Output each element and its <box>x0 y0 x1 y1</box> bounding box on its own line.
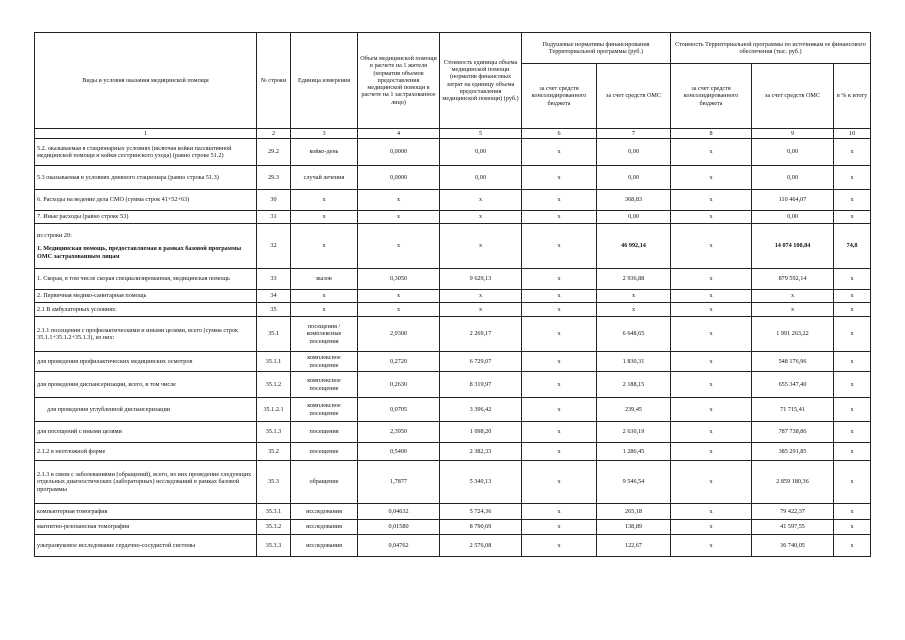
total-oms-cell: х <box>752 290 834 303</box>
table-row <box>35 372 871 398</box>
volume-cell: 0,3050 <box>358 269 440 290</box>
table-row <box>35 422 871 443</box>
row-description-text: 6. Расходы на ведение дела СМО (сумма строк 41+52+63) <box>37 196 190 204</box>
total-oms-cell: 1 991 263,22 <box>752 317 834 352</box>
unit-cost-cell: 2 576,08 <box>440 535 522 557</box>
percent-cell: х <box>834 139 871 166</box>
table-row <box>35 211 871 224</box>
unit-cell: вызов <box>291 269 358 290</box>
per-capita-budget-cell: х <box>522 139 597 166</box>
total-oms-cell: 79 422,37 <box>752 504 834 520</box>
col-number: 6 <box>522 129 597 139</box>
percent-cell: х <box>834 166 871 190</box>
total-budget-cell: х <box>671 422 752 443</box>
total-budget-cell: х <box>671 190 752 211</box>
volume-cell: 0,0000 <box>358 166 440 190</box>
header-row-no: № строки <box>257 33 291 129</box>
percent-cell: х <box>834 290 871 303</box>
total-oms-cell: 110 464,07 <box>752 190 834 211</box>
unit-cell: койко-день <box>291 139 358 166</box>
per-capita-oms-cell: 368,83 <box>597 190 671 211</box>
unit-cost-cell: 0,00 <box>440 166 522 190</box>
row-description-text: для посещений с иными целями <box>37 428 122 436</box>
row-description-text: компьютерная томография <box>37 507 108 515</box>
volume-cell: 2,3950 <box>358 422 440 443</box>
row-description <box>35 535 257 557</box>
unit-cell: исследования <box>291 535 358 557</box>
total-budget-cell: х <box>671 224 752 269</box>
total-budget-cell: х <box>671 461 752 504</box>
volume-cell: х <box>358 211 440 224</box>
col-number: 7 <box>597 129 671 139</box>
unit-cost-cell: 8 319,97 <box>440 372 522 398</box>
header-total-budget: за счет средств консолидированного бюджета <box>671 64 752 129</box>
row-number: 35 <box>257 303 291 317</box>
unit-cost-cell: 0,00 <box>440 139 522 166</box>
row-description-text: 2. Первичная медико-санитарная помощь <box>37 292 147 300</box>
volume-cell: 0,04762 <box>358 535 440 557</box>
volume-cell: 0,0705 <box>358 398 440 422</box>
table-row <box>35 290 871 303</box>
unit-cost-cell: х <box>440 290 522 303</box>
total-oms-cell: 0,00 <box>752 166 834 190</box>
total-budget-cell: х <box>671 211 752 224</box>
table-row <box>35 269 871 290</box>
per-capita-oms-cell: 2 936,88 <box>597 269 671 290</box>
per-capita-oms-cell: 2 188,15 <box>597 372 671 398</box>
table-row <box>35 535 871 557</box>
row-description <box>35 317 257 352</box>
percent-cell: х <box>834 443 871 461</box>
col-number: 3 <box>291 129 358 139</box>
row-description-text: 7. Иные расходы (равно строке 53) <box>37 213 129 221</box>
unit-cell: случай лечения <box>291 166 358 190</box>
unit-cost-cell: 6 729,07 <box>440 352 522 372</box>
percent-cell: х <box>834 303 871 317</box>
total-budget-cell: х <box>671 290 752 303</box>
unit-cell: обращение <box>291 461 358 504</box>
total-oms-cell: 548 176,96 <box>752 352 834 372</box>
volume-cell: 0,0000 <box>358 139 440 166</box>
percent-cell: х <box>834 422 871 443</box>
total-oms-cell: 14 074 100,84 <box>752 224 834 269</box>
row-number: 35.3 <box>257 461 291 504</box>
total-budget-cell: х <box>671 166 752 190</box>
per-capita-budget-cell: х <box>522 504 597 520</box>
total-oms-cell: 2 859 180,36 <box>752 461 834 504</box>
row-description <box>35 504 257 520</box>
row-description <box>35 352 257 372</box>
total-oms-cell: 385 291,85 <box>752 443 834 461</box>
row-description-text: 2.1.1 посещения с профилактическими и иными целями, всего (сумма строк 35.1.1+35.1.2+35.1.3), из них: <box>37 326 239 341</box>
total-oms-cell: х <box>752 303 834 317</box>
per-capita-budget-cell: х <box>522 224 597 269</box>
unit-cell: х <box>291 211 358 224</box>
percent-cell: х <box>834 352 871 372</box>
total-budget-cell: х <box>671 372 752 398</box>
header-kind: Виды и условия оказания медицинской помощи <box>35 33 257 129</box>
col-number: 5 <box>440 129 522 139</box>
volume-cell: 0,01580 <box>358 520 440 535</box>
table-row <box>35 352 871 372</box>
row-description <box>35 211 257 224</box>
row-number: 35.1.2.1 <box>257 398 291 422</box>
unit-cell: х <box>291 224 358 269</box>
row-description-text: ультразвуковое исследование сердечно-сосудистой системы <box>37 541 196 549</box>
percent-cell: 74,8 <box>834 224 871 269</box>
col-number: 8 <box>671 129 752 139</box>
volume-cell: 0,2630 <box>358 372 440 398</box>
row-number: 35.1.2 <box>257 372 291 398</box>
row-number: 35.1 <box>257 317 291 352</box>
row-number: 35.1.3 <box>257 422 291 443</box>
row-number: 35.3.3 <box>257 535 291 557</box>
unit-cell: посещение <box>291 443 358 461</box>
header-cost: Стоимость единицы объема медицинской помощи (норматив финансовых затрат на единицу объема предоставления медицинской помощи) (руб.) <box>440 33 522 129</box>
unit-cell: х <box>291 190 358 211</box>
row-description-text: 5.3 оказываемая в условиях дневного стационара (равно строка 51.3) <box>37 173 219 181</box>
row-description-text: 2.1.2 в неотложной форме <box>37 447 106 455</box>
table-row <box>35 443 871 461</box>
total-oms-cell: 879 592,14 <box>752 269 834 290</box>
percent-cell: х <box>834 372 871 398</box>
per-capita-oms-cell: 122,67 <box>597 535 671 557</box>
per-capita-budget-cell: х <box>522 352 597 372</box>
total-budget-cell: х <box>671 139 752 166</box>
col-number: 2 <box>257 129 291 139</box>
per-capita-oms-cell: 138,89 <box>597 520 671 535</box>
total-oms-cell: 71 715,41 <box>752 398 834 422</box>
col-number: 10 <box>834 129 871 139</box>
table-row <box>35 520 871 535</box>
per-capita-oms-cell: 46 992,14 <box>597 224 671 269</box>
percent-cell: х <box>834 398 871 422</box>
row-number: 35.2 <box>257 443 291 461</box>
header-volume: Объем медицинской помощи в расчете на 1 жителя (норматив объемов предоставления медицинской помощи в расчете на 1 застрахованное лицо) <box>358 33 440 129</box>
row-number: 34 <box>257 290 291 303</box>
volume-cell: 0,2720 <box>358 352 440 372</box>
volume-cell: 0,04632 <box>358 504 440 520</box>
row-number: 33 <box>257 269 291 290</box>
table-row <box>35 317 871 352</box>
table-row <box>35 166 871 190</box>
total-budget-cell: х <box>671 520 752 535</box>
row-number: 35.1.1 <box>257 352 291 372</box>
per-capita-oms-cell: х <box>597 303 671 317</box>
total-budget-cell: х <box>671 269 752 290</box>
per-capita-budget-cell: х <box>522 190 597 211</box>
table-row <box>35 461 871 504</box>
unit-cell: исследования <box>291 520 358 535</box>
row-number: 29.3 <box>257 166 291 190</box>
percent-cell: х <box>834 535 871 557</box>
header-total-cost: Стоимость Территориальной программы по источникам ее финансового обеспечения (тыс. руб.) <box>671 33 871 64</box>
per-capita-oms-cell: 0,00 <box>597 166 671 190</box>
per-capita-budget-cell: х <box>522 303 597 317</box>
percent-cell: х <box>834 504 871 520</box>
volume-cell: х <box>358 224 440 269</box>
row-number: 31 <box>257 211 291 224</box>
table-row <box>35 139 871 166</box>
per-capita-oms-cell: х <box>597 290 671 303</box>
row-description-text: для проведения диспансеризации, всего, в том числе <box>37 380 176 388</box>
row-description-text: 1. Скорая, в том числе скорая специализированная, медицинская помощь <box>37 275 230 283</box>
unit-cost-cell: 5 724,36 <box>440 504 522 520</box>
total-oms-cell: 41 597,55 <box>752 520 834 535</box>
total-oms-cell: 0,00 <box>752 211 834 224</box>
unit-cost-cell: 8 790,69 <box>440 520 522 535</box>
volume-cell: 0,5400 <box>358 443 440 461</box>
unit-cost-cell: 9 629,13 <box>440 269 522 290</box>
col-number: 4 <box>358 129 440 139</box>
unit-cost-cell: 3 396,42 <box>440 398 522 422</box>
row-description <box>35 166 257 190</box>
unit-cost-cell: 2 269,17 <box>440 317 522 352</box>
unit-cell: комплексное посещение <box>291 352 358 372</box>
total-budget-cell: х <box>671 303 752 317</box>
row-description-subtitle: 1. Медицинская помощь, предоставляемая в рамках базовой программы ОМС застрахованным лицам <box>37 245 242 260</box>
unit-cost-cell: х <box>440 303 522 317</box>
header-per-capita-oms: за счет средств ОМС <box>597 64 671 129</box>
row-description-text: из строки 20: <box>37 232 72 240</box>
per-capita-oms-cell: 1 830,31 <box>597 352 671 372</box>
unit-cell: посещения / комплексные посещения <box>291 317 358 352</box>
unit-cost-cell: 2 382,33 <box>440 443 522 461</box>
unit-cost-cell: х <box>440 211 522 224</box>
per-capita-budget-cell: х <box>522 211 597 224</box>
row-number: 32 <box>257 224 291 269</box>
per-capita-oms-cell: 2 630,19 <box>597 422 671 443</box>
percent-cell: х <box>834 520 871 535</box>
per-capita-oms-cell: 0,00 <box>597 211 671 224</box>
unit-cell: х <box>291 303 358 317</box>
total-budget-cell: х <box>671 535 752 557</box>
unit-cost-cell: 5 340,13 <box>440 461 522 504</box>
row-description-text: магнитно-резонансная томография <box>37 523 130 531</box>
total-budget-cell: х <box>671 398 752 422</box>
row-description <box>35 224 257 269</box>
volume-cell: х <box>358 303 440 317</box>
per-capita-budget-cell: х <box>522 290 597 303</box>
unit-cell: посещения <box>291 422 358 443</box>
row-description <box>35 443 257 461</box>
row-description <box>35 303 257 317</box>
header-per-capita-budget: за счет средств консолидированного бюджета <box>522 64 597 129</box>
total-budget-cell: х <box>671 352 752 372</box>
volume-cell: х <box>358 290 440 303</box>
row-description-text: 5.2. оказываемая в стационарных условиях (включая койки паллиативной медицинской помощи и койки сестринского ухода) (равно строке 51.2) <box>37 144 232 159</box>
table-row <box>35 398 871 422</box>
per-capita-budget-cell: х <box>522 422 597 443</box>
per-capita-budget-cell: х <box>522 317 597 352</box>
per-capita-budget-cell: х <box>522 166 597 190</box>
percent-cell: х <box>834 317 871 352</box>
row-description-text: для проведения профилактических медицинских осмотров <box>37 357 193 365</box>
total-oms-cell: 36 740,05 <box>752 535 834 557</box>
per-capita-budget-cell: х <box>522 372 597 398</box>
unit-cost-cell: 1 098,20 <box>440 422 522 443</box>
total-oms-cell: 787 738,86 <box>752 422 834 443</box>
per-capita-oms-cell: 9 546,54 <box>597 461 671 504</box>
percent-cell: х <box>834 211 871 224</box>
header-per-capita: Подушевые нормативы финансирования Территориальной программы (руб.) <box>522 33 671 64</box>
percent-cell: х <box>834 190 871 211</box>
row-description <box>35 190 257 211</box>
row-description-text: для проведения углубленной диспансеризации <box>47 405 171 413</box>
total-budget-cell: х <box>671 317 752 352</box>
row-description <box>35 269 257 290</box>
unit-cell: исследования <box>291 504 358 520</box>
col-number: 1 <box>35 129 257 139</box>
percent-cell: х <box>834 461 871 504</box>
row-description <box>35 398 257 422</box>
header-total-oms: за счет средств ОМС <box>752 64 834 129</box>
per-capita-oms-cell: 239,45 <box>597 398 671 422</box>
row-number: 30 <box>257 190 291 211</box>
row-description <box>35 139 257 166</box>
total-budget-cell: х <box>671 443 752 461</box>
header-unit: Единица измерения <box>291 33 358 129</box>
unit-cost-cell: х <box>440 224 522 269</box>
col-number: 9 <box>752 129 834 139</box>
table-row <box>35 224 871 269</box>
per-capita-budget-cell: х <box>522 443 597 461</box>
volume-cell: 2,9300 <box>358 317 440 352</box>
program-cost-table <box>34 32 871 557</box>
row-description-text: 2.1.3 в связи с заболеваниями (обращений), всего, из них проведение следующих отдельных диагностических (лабораторных) исследований в рамках базовой программы <box>37 471 252 493</box>
volume-cell: 1,7877 <box>358 461 440 504</box>
per-capita-oms-cell: 265,18 <box>597 504 671 520</box>
row-description <box>35 461 257 504</box>
row-description <box>35 520 257 535</box>
row-description-text: 2.1 В амбулаторных условиях: <box>37 305 117 313</box>
per-capita-budget-cell: х <box>522 269 597 290</box>
table-row <box>35 190 871 211</box>
per-capita-oms-cell: 0,00 <box>597 139 671 166</box>
total-oms-cell: 0,00 <box>752 139 834 166</box>
row-number: 35.3.1 <box>257 504 291 520</box>
per-capita-oms-cell: 6 648,65 <box>597 317 671 352</box>
unit-cell: комплексное посещение <box>291 372 358 398</box>
total-oms-cell: 655 347,40 <box>752 372 834 398</box>
per-capita-budget-cell: х <box>522 535 597 557</box>
row-description <box>35 290 257 303</box>
volume-cell: х <box>358 190 440 211</box>
unit-cell: комплексное посещение <box>291 398 358 422</box>
percent-cell: х <box>834 269 871 290</box>
table-row <box>35 303 871 317</box>
row-number: 29.2 <box>257 139 291 166</box>
total-budget-cell: х <box>671 504 752 520</box>
unit-cell: х <box>291 290 358 303</box>
per-capita-budget-cell: х <box>522 398 597 422</box>
header-percent: в % к итогу <box>834 64 871 129</box>
row-description <box>35 422 257 443</box>
row-description <box>35 372 257 398</box>
per-capita-budget-cell: х <box>522 461 597 504</box>
unit-cost-cell: х <box>440 190 522 211</box>
table-row <box>35 504 871 520</box>
per-capita-budget-cell: х <box>522 520 597 535</box>
row-number: 35.3.2 <box>257 520 291 535</box>
per-capita-oms-cell: 1 286,45 <box>597 443 671 461</box>
